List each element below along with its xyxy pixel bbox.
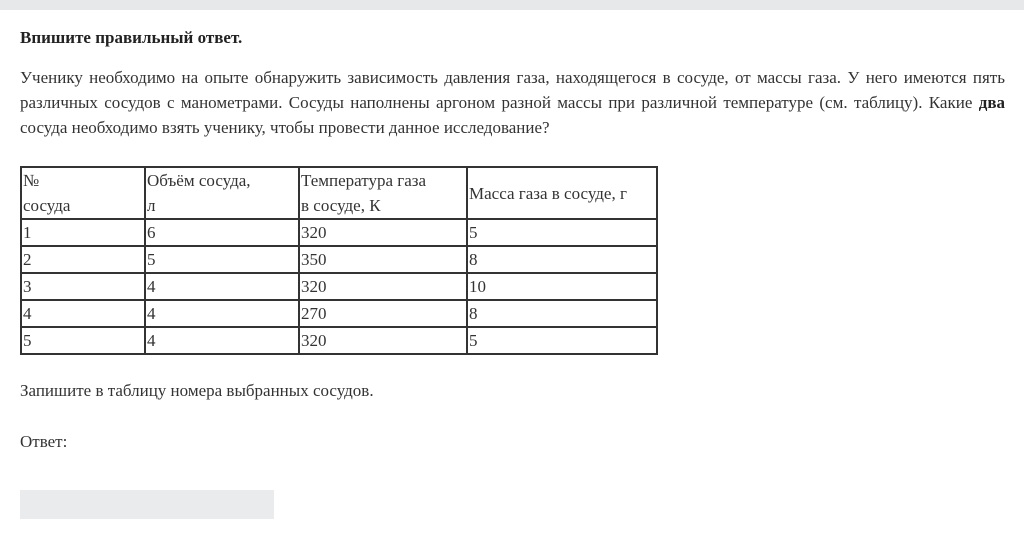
cell-temperature: 320 [299, 273, 467, 300]
table-row [21, 300, 657, 327]
cell-volume: 6 [145, 219, 299, 246]
answer-prompt: Запишите в таблицу номера выбранных сосудов. [20, 381, 374, 400]
table-row [21, 219, 657, 246]
top-bar [0, 0, 1024, 10]
task-instruction: Впишите правильный ответ. [20, 28, 243, 47]
cell-volume: 4 [145, 273, 299, 300]
cell-mass: 5 [467, 327, 657, 354]
question-text [20, 65, 1005, 140]
table-header-row [21, 167, 657, 219]
cell-vessel: 4 [21, 300, 145, 327]
cell-mass: 8 [467, 300, 657, 327]
header-temperature: Температура газа в сосуде, К [299, 167, 467, 219]
cell-vessel: 1 [21, 219, 145, 246]
header-vessel-number: № сосуда [21, 167, 145, 219]
cell-temperature: 270 [299, 300, 467, 327]
cell-mass: 5 [467, 219, 657, 246]
answer-input[interactable] [20, 490, 274, 519]
cell-mass: 8 [467, 246, 657, 273]
table-row [21, 246, 657, 273]
cell-temperature: 320 [299, 219, 467, 246]
answer-label: Ответ: [20, 432, 68, 451]
question-text-emphasis: два [978, 93, 1005, 112]
header-volume: Объём сосуда, л [145, 167, 299, 219]
cell-mass: 10 [467, 273, 657, 300]
cell-temperature: 320 [299, 327, 467, 354]
vessels-table [20, 166, 658, 355]
cell-temperature: 350 [299, 246, 467, 273]
table-row [21, 273, 657, 300]
cell-volume: 5 [145, 246, 299, 273]
table-row [21, 327, 657, 354]
question-text-part1: Ученику необходимо на опыте обнаружить зависимость давления газа, находящегося в сосуде, от массы газа. У него имеются пять различных сосудов с манометрами. Сосуды наполнены аргоном разной массы при различной температуре (см. таблицу). Какие [20, 68, 1005, 112]
cell-vessel: 3 [21, 273, 145, 300]
header-mass: Масса газа в сосуде, г [467, 167, 657, 219]
question-text-part2: сосуда необходимо взять ученику, чтобы провести данное исследование? [20, 118, 550, 137]
cell-volume: 4 [145, 327, 299, 354]
cell-volume: 4 [145, 300, 299, 327]
cell-vessel: 2 [21, 246, 145, 273]
cell-vessel: 5 [21, 327, 145, 354]
